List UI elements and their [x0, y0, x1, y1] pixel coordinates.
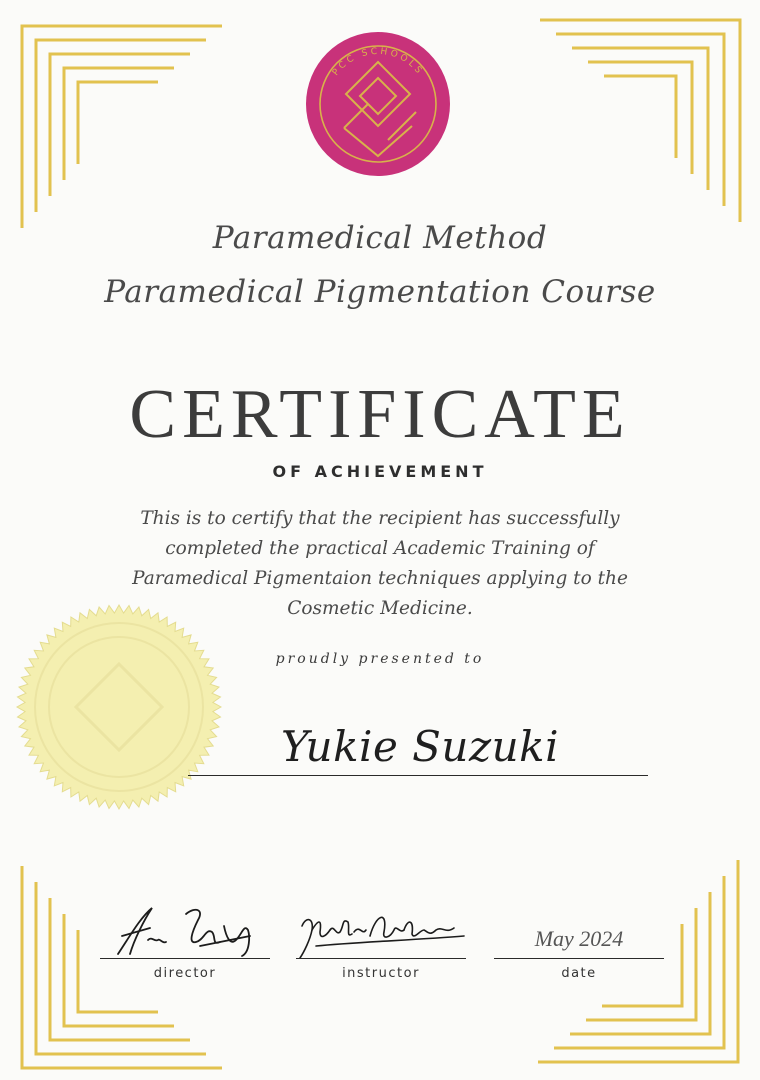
- instructor-line: [296, 958, 466, 959]
- recipient-underline: [188, 775, 648, 776]
- certificate-subtitle: OF ACHIEVEMENT: [272, 462, 488, 481]
- director-label: director: [153, 966, 217, 981]
- course-method-title: Paramedical Method: [212, 220, 548, 256]
- embossed-seal-icon: [14, 602, 224, 812]
- corner-top-left: [18, 22, 228, 232]
- date-label: date: [561, 966, 597, 981]
- date-value: May 2024: [534, 926, 624, 951]
- instructor-label: instructor: [342, 966, 420, 981]
- school-logo: [304, 30, 452, 178]
- instructor-signature: [296, 896, 466, 960]
- instructor-signature-block: [296, 896, 466, 986]
- date-block: [494, 896, 664, 986]
- seal-body: [17, 605, 221, 809]
- course-name-title: Paramedical Pigmentation Course: [104, 274, 656, 310]
- body-line: This is to certify that the recipient has successfully: [140, 508, 620, 529]
- director-signature-block: [100, 896, 270, 986]
- corner-top-right: [536, 16, 746, 226]
- logo-arc-text: PCC SCHOOLS: [330, 46, 426, 78]
- director-line: [100, 958, 270, 959]
- date-line: [494, 958, 664, 959]
- director-signature: [100, 896, 270, 960]
- recipient-name: Yukie Suzuki: [280, 722, 560, 771]
- body-line: Cosmetic Medicine.: [287, 598, 473, 619]
- body-line: completed the practical Academic Training of: [165, 538, 595, 559]
- body-line: Paramedical Pigmentaion techniques applying to the: [132, 568, 628, 589]
- presented-to-label: proudly presented to: [275, 651, 485, 667]
- certificate-title: CERTIFICATE: [129, 376, 631, 453]
